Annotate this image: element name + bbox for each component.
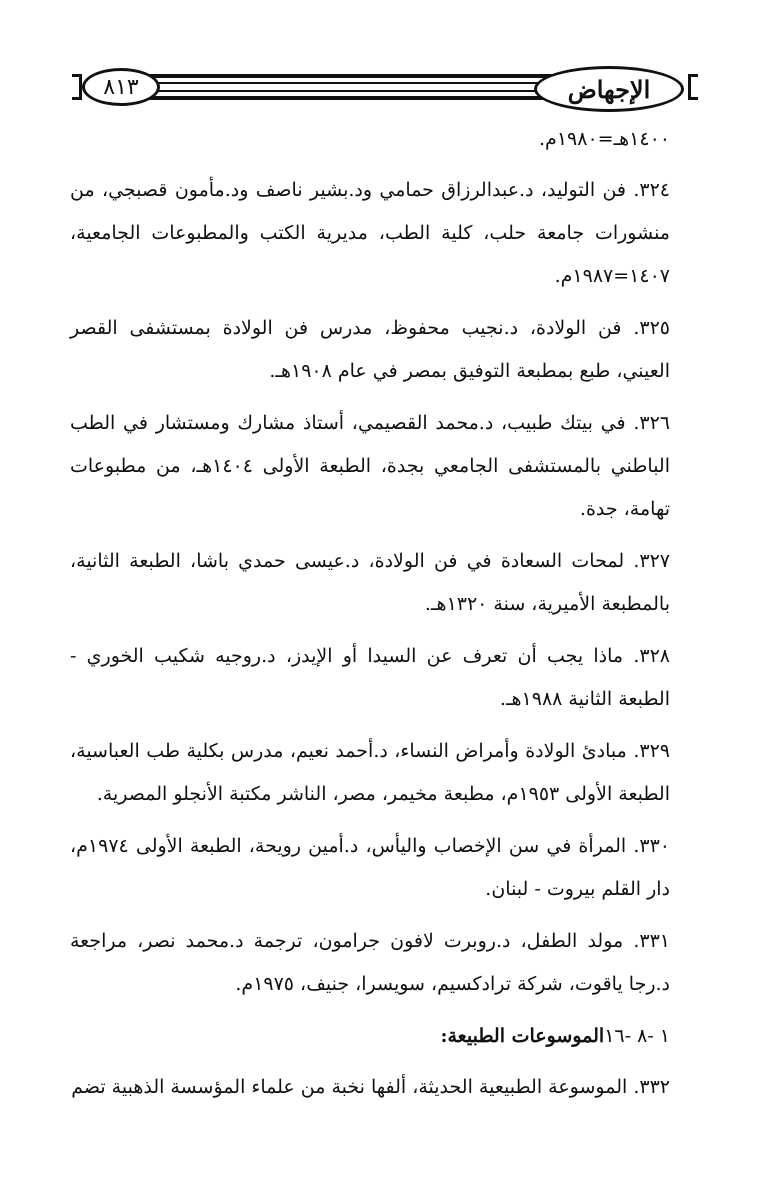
entry-number: ٣٢٦. [633,412,670,434]
page-number: ٨١٣ [82,68,160,106]
bibliography-entry [70,540,670,626]
bibliography-entry [70,169,670,298]
entry-text: الموسوعة الطبيعية الحديثة، ألفها نخبة من علماء المؤسسة الذهبية تضم [71,1076,628,1098]
page-body [70,118,670,1118]
header-ornament-left [72,74,82,100]
entry-text: ماذا يجب أن تعرف عن السيدا أو الإيدز، د.روجيه شكيب الخوري - الطبعة الثانية ١٩٨٨هـ. [70,645,670,710]
bibliography-entry [70,307,670,393]
header-rule [144,96,582,100]
bibliography-entry [70,1066,670,1109]
entry-text: مبادئ الولادة وأمراض النساء، د.أحمد نعيم، مدرس بكلية طب العباسية، الطبعة الأولى ١٩٥٣م، مطبعة مخيمر، مصر، الناشر مكتبة الأنجلو المصرية. [70,740,670,805]
entry-number: ٣٢٧. [633,550,670,572]
entry-text: المرأة في سن الإخصاب واليأس، د.أمين رويحة، الطبعة الأولى ١٩٧٤م، دار القلم بيروت - لبنان. [70,835,670,900]
entry-text: فن الولادة، د.نجيب محفوظ، مدرس فن الولادة بمستشفى القصر العيني، طبع بمطبعة التوفيق بمصر في عام ١٩٠٨هـ. [70,317,670,382]
header-ornament-right [688,74,698,100]
section-code: ١ -٨ -١٦ [604,1025,670,1047]
section-heading [70,1015,670,1058]
entry-number: ٣٢٩. [633,740,670,762]
chapter-title: الإجهاض [534,66,684,112]
bibliography-entry [70,825,670,911]
header-rule [144,82,582,84]
entry-number: ٣٢٤. [633,179,670,201]
bibliography-entry [70,920,670,1006]
entry-text: في بيتك طبيب، د.محمد القصيمي، أستاذ مشارك ومستشار في الطب الباطني بالمستشفى الجامعي بجدة، الطبعة الأولى ١٤٠٤هـ، من مطبوعات تهامة، جدة. [70,412,670,520]
bibliography-entry [70,635,670,721]
page-header [72,60,702,122]
entry-number: ٣٣٢. [633,1076,670,1098]
bibliography-entry [70,730,670,816]
header-rule [144,90,582,92]
entry-text: فن التوليد، د.عبدالرزاق حمامي ود.بشير ناصف ود.مأمون قصبجي، من منشورات جامعة حلب، كلية الطب، مديرية الكتب والمطبوعات الجامعية، ١٤٠٧=١٩٨٧م. [70,179,670,287]
entry-number: ٣٣١. [633,930,670,952]
header-rule [144,74,582,78]
bibliography-entry [70,402,670,531]
entry-number: ٣٢٥. [633,317,670,339]
entry-number: ٣٣٠. [633,835,670,857]
entry-text: لمحات السعادة في فن الولادة، د.عيسى حمدي باشا، الطبعة الثانية، بالمطبعة الأميرية، سنة ١٣٢٠هـ. [70,550,670,615]
section-title: الموسوعات الطبيعة: [440,1025,605,1047]
entry-number: ٣٢٨. [633,645,671,667]
entry-text: مولد الطفل، د.روبرت لافون جرامون، ترجمة د.محمد نصر، مراجعة د.رجا ياقوت، شركة ترادكسيم، سويسرا، جنيف، ١٩٧٥م. [70,930,670,995]
carry-over-text: ١٤٠٠هـ=١٩٨٠م. [539,128,670,150]
